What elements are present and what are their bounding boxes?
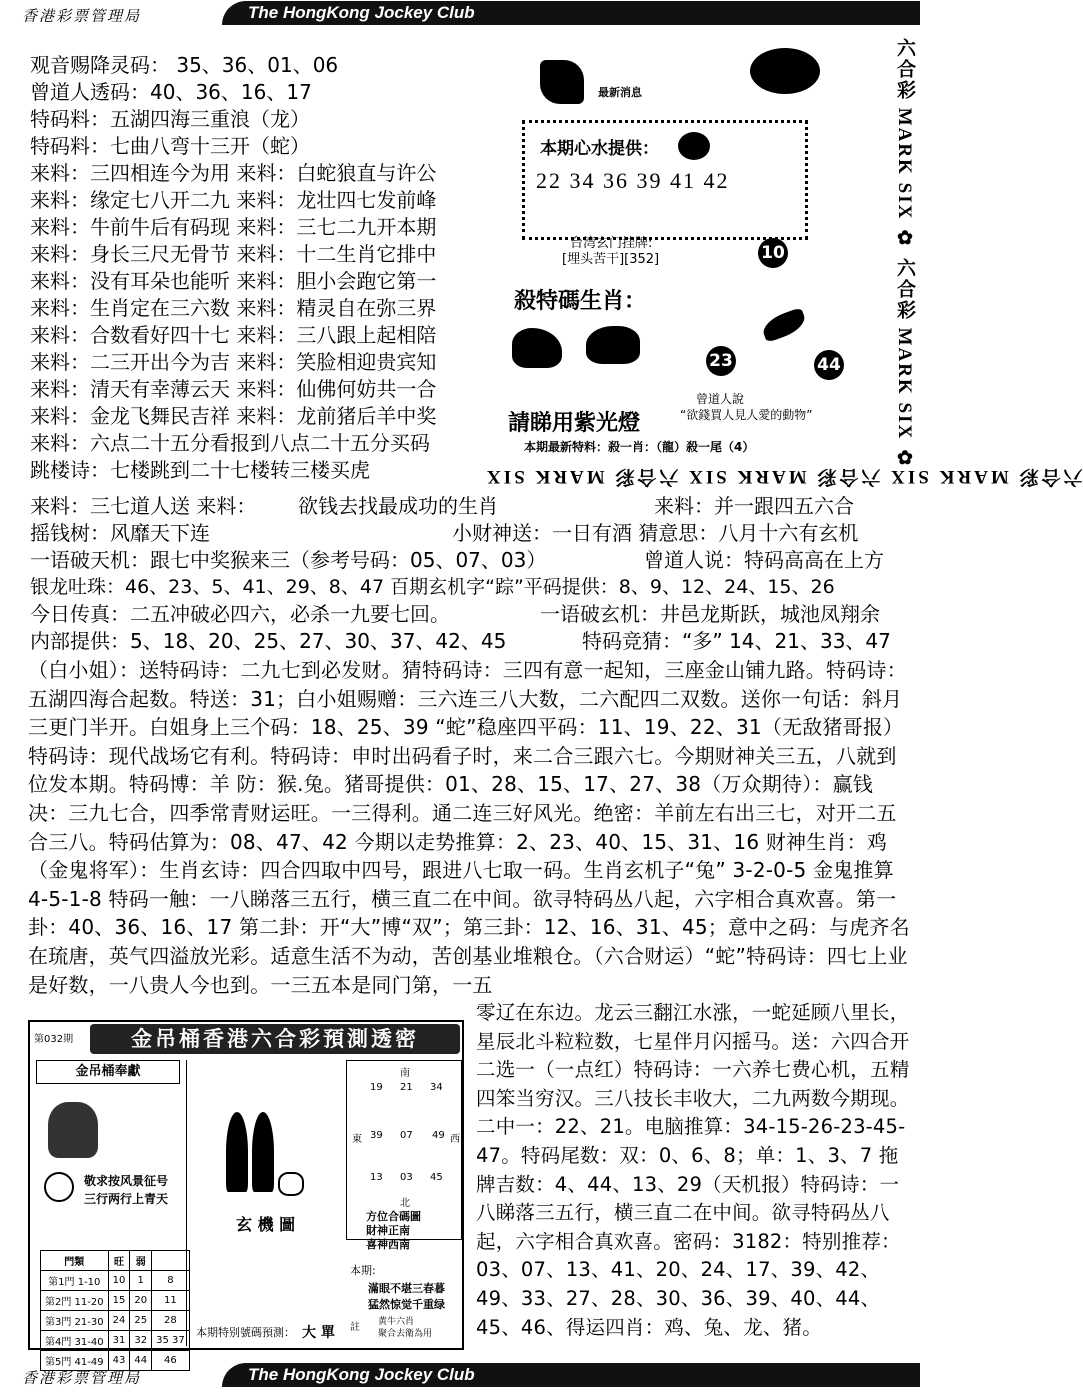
note-text: 黄牛六肖 — [378, 1317, 415, 1327]
wealth-label: 財神正南 — [366, 1224, 410, 1237]
issue-label: 本期: — [350, 1264, 376, 1277]
reversed-banner: 六合彩 MARK SIX 六合彩 MARK SIX 六合彩 MARK SIX — [484, 466, 1083, 487]
table-cell: 第1門 1-10 — [41, 1271, 109, 1291]
logo-icon — [540, 60, 584, 104]
promo-block — [500, 40, 870, 460]
taiwan-value: [埋头苦干][352] — [562, 252, 660, 267]
ox-icon — [586, 326, 640, 364]
row-1-mid: 欲钱去找最成功的生肖 — [298, 494, 498, 518]
table-cell: 35 37 — [152, 1331, 190, 1351]
text-line: 来料：合数看好四十七 来料：三八跟上起相陪 — [30, 323, 437, 347]
table-cell: 8 — [152, 1271, 190, 1291]
ad-title: 金吊桶香港六合彩預測透密 — [90, 1024, 460, 1054]
row-6-left: 内部提供：5、18、20、25、27、30、37、42、45 — [30, 629, 507, 653]
row-2-right: 小财神送：一日有酒 猜意思：八月十六有玄机 — [452, 521, 859, 545]
table-head: 弱 — [130, 1251, 152, 1271]
table-row — [41, 1331, 190, 1351]
row-5-left: 今日传真：二五冲破必四六，必杀一九要七回。 — [30, 602, 450, 626]
compass-south: 南 — [400, 1068, 410, 1079]
wealth-label: 方位合碼圖 — [366, 1210, 421, 1223]
row-6-right: 特码竞猜：“多” 14、21、33、47 — [582, 629, 891, 653]
text-line: 来料：没有耳朵也能听 来料：胆小会跑它第一 — [30, 269, 437, 293]
footer-banner — [0, 1362, 920, 1392]
row-5-right: 一语破玄机：井邑龙斯跃，城池凤翔余 — [540, 602, 880, 626]
tree-icon — [226, 1112, 248, 1192]
header-banner — [0, 0, 920, 30]
row-1-left: 来料：三七道人送 来料： — [30, 494, 257, 518]
ball-44: 44 — [814, 350, 844, 380]
footer-en: The HongKong Jockey Club — [248, 1365, 475, 1384]
compass-num: 07 — [400, 1130, 413, 1141]
table-cell: 28 — [152, 1311, 190, 1331]
slogan-1: 敬求按风景征号 — [84, 1174, 169, 1188]
text-line: 来料：金龙飞舞民吉祥 来料：龙前猪后羊中奖 — [30, 404, 437, 428]
table-cell: 1 — [130, 1271, 152, 1291]
table-cell: 15 — [108, 1291, 130, 1311]
compass-west: 西 — [450, 1134, 460, 1145]
table-cell: 第2門 11-20 — [41, 1291, 109, 1311]
text-line: 特码料：五湖四海三重浪（龙） — [30, 107, 310, 131]
ball-23: 23 — [706, 346, 736, 376]
table-cell: 11 — [152, 1291, 190, 1311]
table-cell: 24 — [108, 1311, 130, 1331]
table-cell: 第3門 21-30 — [41, 1311, 109, 1331]
heart-label: 本期心水提供： — [540, 139, 659, 159]
text-line: 来料：缘定七八开二九 来料：龙壮四七发前峰 — [30, 188, 437, 212]
table-cell: 第4門 31-40 — [41, 1331, 109, 1351]
row-1-right: 来料：并一跟四五六合 — [654, 494, 854, 518]
main-paragraph: （白小姐）：送特码诗：二九七到必发财。猜特码诗：三四有意一起知，三座金山铺九路。特码诗：五湖四海合起数。特送：31；白小姐赐赠：三六连三八大数，二六配四二双数。送你一句话：斜月三更门半开。白姐身上三个码：18、25、39 “蛇”稳座四平码：11、19、22、31（无敌猪哥报）特码诗：现代战场它有利。特码诗：申时出码看子时，来二合三跟六七。今期财神关三五，八就到位发本期。特码博：羊 防：猴.兔。猪哥提供：01、28、15、17、27、38（万众期待）：赢钱决：三九七合，四季常青财运旺。一三得利。通二连三好风光。绝密：羊前左右出三七，对开二五合三八。特码估算为：08、47、42 今期以走势推算：2、23、40、15、31、16 财神生肖：鸡（金鬼将军）：生肖玄诗：四合四取中四号，跟进八七取一码。生肖玄机子“兔” 3-2-0-5 金鬼推算 4-5-1-8 特码一触：一八睇落三五行，横三直二在中间。欲寻特码丛八起，六字相合真欢喜。第一卦：40、36、16、17 第二卦：开“大”博“双”；第三卦：12、16、31、45；意中之码：与虎齐名在琉唐，英气四溢放光彩。适意生活不为动，苦创基业堆粮仓。（六合财运）“蛇”特码诗：四七上业是好数，一八贵人今也到。一三五本是同门第，一五 — [28, 658, 910, 997]
side-paragraph: 零辽在东边。龙云三翻江水涨，一蛇延顾八里长，星辰北斗粒粒数，七星伴月闪摇马。送：六四合开二选一（一点红）特码诗：一六养七费心机，五精四笨当穷汉。三八技长丰收大，二九两数今期现。二中一：22、21。电脑推算：34-15-26-23-45-47。特码尾数：双：0、6、8；单：1、3、7 拖牌吉数：4、44、13、29（天机报）特码诗：一八睇落三五行，横三直二在中间。欲寻特码丛八起，六字相合真欢喜。密码：3182：特别推荐：03、07、13、41、20、24、17、39、42、49、33、27、28、30、36、39、40、44、45、46、得运四肖：鸡、兔、龙、猪。 — [476, 1001, 910, 1339]
compass-num: 34 — [430, 1082, 443, 1093]
slogan-2: 三行两行上青天 — [84, 1192, 169, 1206]
compass-num: 21 — [400, 1082, 413, 1093]
row-2-left: 摇钱树：风靡天下连 — [30, 521, 210, 545]
compass-num: 45 — [430, 1172, 443, 1183]
table-head — [152, 1251, 190, 1271]
divider — [186, 1060, 187, 1346]
ad-subtitle: 金吊桶奉獻 — [36, 1060, 180, 1084]
header-cn: 香港彩票管理局 — [22, 7, 142, 25]
table-cell: 32 — [130, 1331, 152, 1351]
table-cell: 46 — [152, 1351, 190, 1371]
tree-icon — [252, 1112, 274, 1192]
compass-num: 13 — [370, 1172, 383, 1183]
text-line: 来料：牛前牛后有码现 来料：三七二九开本期 — [30, 215, 437, 239]
table-row — [41, 1311, 190, 1331]
compass-num: 49 — [432, 1130, 445, 1141]
text-line: 来料：身长三尺无骨节 来料：十二生肖它排中 — [30, 242, 437, 266]
text-line: 曾道人透码：40、36、16、17 — [30, 80, 312, 104]
compass-north: 北 — [400, 1198, 410, 1209]
row-4: 银龙吐珠：46、23、5、41、29、8、47 百期玄机字“踪”平码提供：8、9、12、24、15、26 — [30, 576, 835, 598]
brand-logo-icon — [750, 48, 820, 94]
note-text: 聚合去衛為用 — [378, 1329, 433, 1339]
verse-1: 滿眼不堪三春暮 — [368, 1282, 445, 1295]
ad-block — [28, 1020, 464, 1368]
table-cell: 31 — [108, 1331, 130, 1351]
text-line: 来料：二三开出今为吉 来料：笑脸相迎贵宾知 — [30, 350, 437, 374]
table-cell: 25 — [130, 1311, 152, 1331]
kill-label: 殺特碼生肖： — [514, 289, 647, 314]
table-cell: 44 — [130, 1351, 152, 1371]
compass-num: 03 — [400, 1172, 413, 1183]
predict-label: 本期特别號碼預測： — [196, 1326, 295, 1339]
horse-icon — [512, 328, 562, 368]
machine-label: 玄 機 圖 — [236, 1215, 296, 1234]
compass-num: 19 — [370, 1082, 383, 1093]
table-head: 門類 — [41, 1251, 109, 1271]
row-3-right: 曾道人说：特码高高在上方 — [644, 548, 884, 572]
yinyang-icon — [44, 1172, 74, 1202]
verse-2: 猛然惊觉千重绿 — [368, 1298, 445, 1311]
header-en: The HongKong Jockey Club — [248, 3, 475, 22]
text-line: 来料：清天有幸薄云天 来料：仙佛何妨共一合 — [30, 377, 437, 401]
table-cell: 10 — [108, 1271, 130, 1291]
lamp-label: 請睇用紫光燈 — [508, 410, 641, 436]
table-row — [41, 1271, 190, 1291]
text-line: 来料：三四相连今为用 来料：白蛇狼直与许公 — [30, 161, 437, 185]
heart-icon — [678, 132, 710, 160]
latest-label: 本期最新特料：殺一肖：（龍）殺一尾（4） — [524, 440, 755, 454]
quote-text: “欲錢買人見人愛的動物” — [680, 408, 813, 422]
news-label: 最新消息 — [598, 86, 642, 99]
dragon-icon — [760, 307, 809, 343]
row-3-left: 一语破天机：跟七中奖猴来三（参考号码：05、07、03） — [30, 548, 547, 572]
bucket-icon — [48, 1102, 98, 1158]
table-cell: 第5門 41-49 — [41, 1351, 109, 1371]
compass-east: 東 — [352, 1134, 362, 1145]
note-label: 註 — [350, 1322, 360, 1333]
heart-numbers: 22 34 36 39 41 42 — [536, 168, 730, 193]
taiwan-label: 台湾玄门挂牌: — [570, 236, 653, 251]
text-line: 来料：生肖定在三六数 来料：精灵自在弥三界 — [30, 296, 437, 320]
table-head: 旺 — [108, 1251, 130, 1271]
table-row — [41, 1291, 190, 1311]
text-line: 跳楼诗：七楼跳到二十七楼转三楼买虎 — [30, 458, 370, 482]
text-line: 特码料：七曲八弯十三开（蛇） — [30, 134, 310, 158]
text-line: 观音赐降灵码： 35、36、01、06 — [30, 53, 339, 77]
vertical-banner: 六合彩 MARK SIX ✿ 六合彩 MARK SIX ✿ — [894, 38, 915, 471]
predict-value: 大 單 — [302, 1325, 335, 1341]
dog-icon — [278, 1172, 304, 1196]
ball-10: 10 — [758, 238, 788, 268]
compass-num: 39 — [370, 1130, 383, 1141]
footer-cn: 香港彩票管理局 — [22, 1369, 142, 1387]
ad-issue: 第032期 — [34, 1034, 74, 1045]
table-cell: 20 — [130, 1291, 152, 1311]
text-line: 来料：六点二十五分看报到八点二十五分买码 — [30, 431, 430, 455]
wealth-label: 喜神西南 — [366, 1238, 410, 1251]
number-table — [40, 1250, 190, 1371]
quote-label: 曾道人說 — [696, 392, 745, 406]
table-cell: 43 — [108, 1351, 130, 1371]
